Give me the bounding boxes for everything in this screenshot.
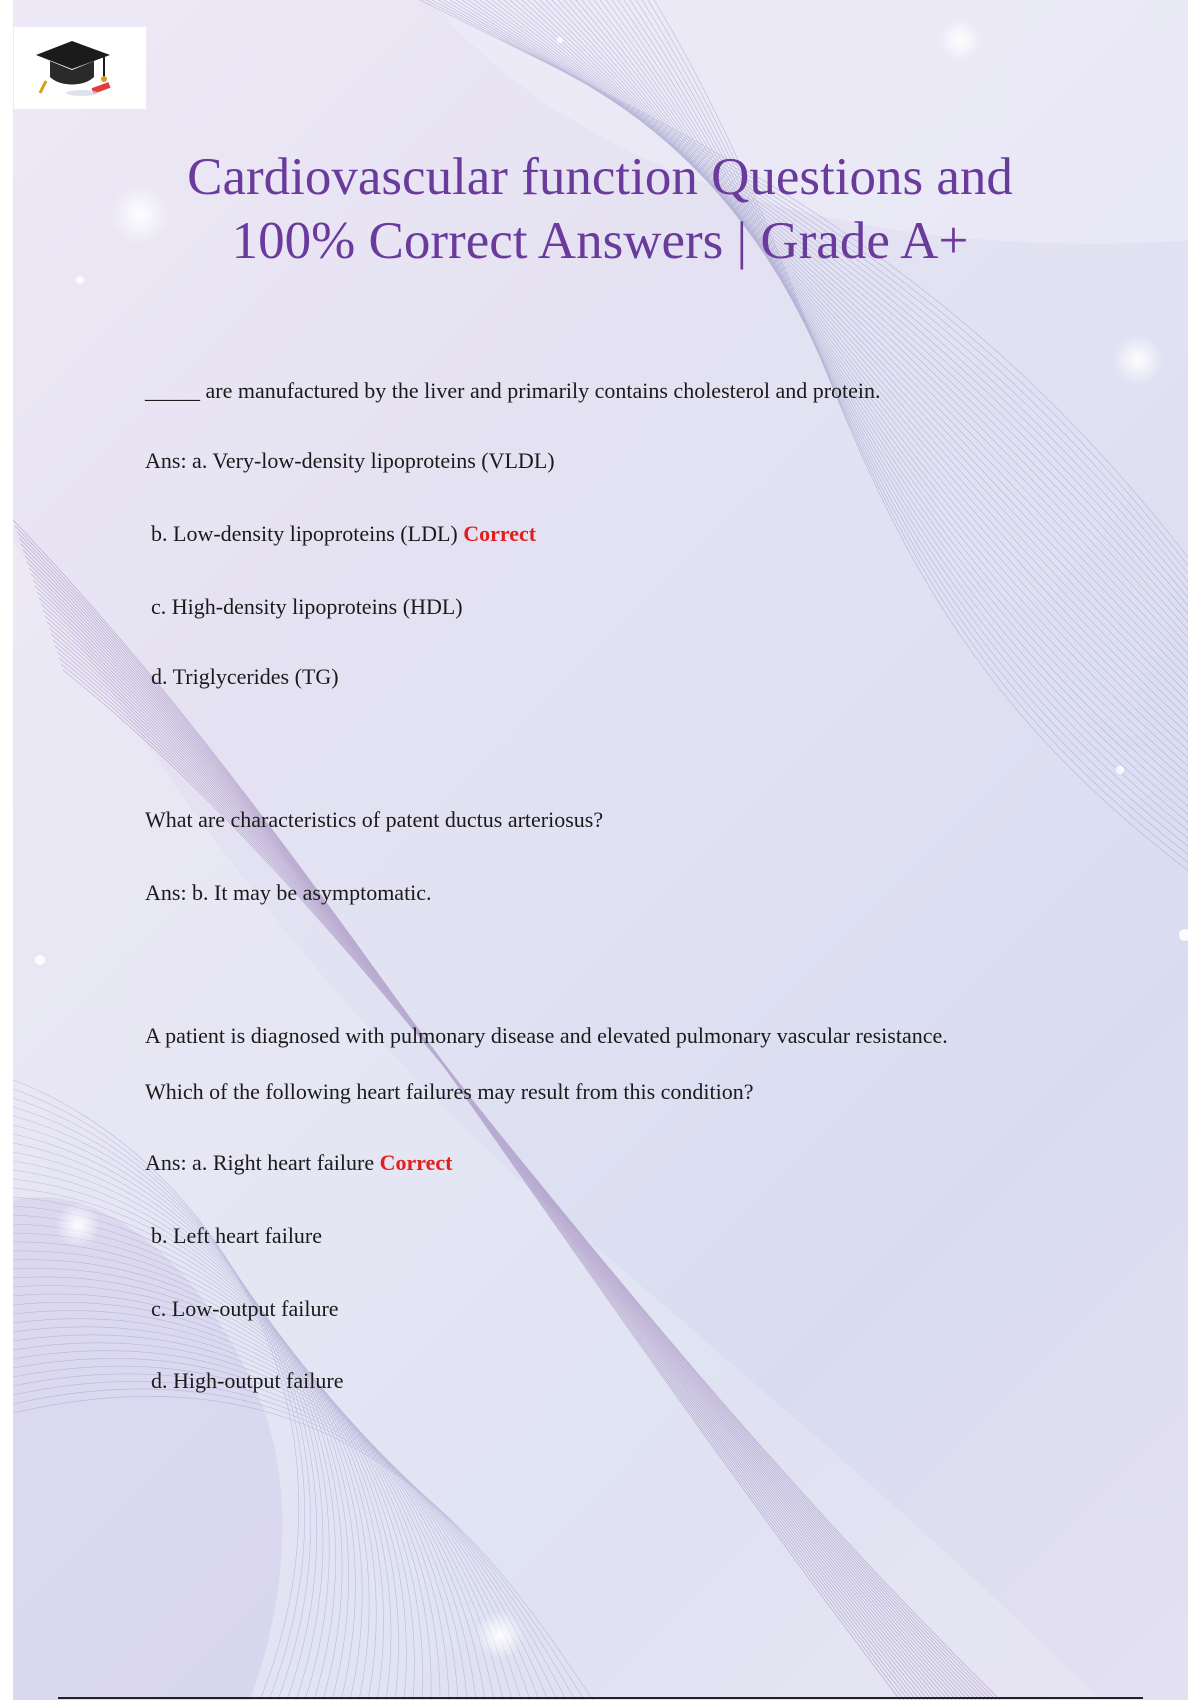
question-3-stem-line-1: A patient is diagnosed with pulmonary disease and elevated pulmonary vascular resistance. (145, 1023, 948, 1048)
correct-mark: Correct (463, 521, 537, 546)
correct-mark: Correct (379, 1150, 453, 1175)
document-title (130, 145, 1070, 273)
answer-text: Ans: a. Right heart failure (145, 1150, 375, 1175)
question-2-stem: What are characteristics of patent ductus arteriosus? (145, 807, 604, 832)
left-page-margin (0, 0, 13, 1700)
question-3-stem-line-2: Which of the following heart failures may result from this condition? (145, 1079, 754, 1104)
question-1-option-b (151, 520, 536, 548)
logo (14, 27, 146, 109)
question-1-answer: Ans: a. Very-low-density lipoproteins (VLDL) (145, 448, 555, 473)
question-3-option-d: d. High-output failure (151, 1368, 344, 1393)
question-1-stem: _____ are manufactured by the liver and primarily contains cholesterol and protein. (145, 378, 881, 403)
right-page-margin (1188, 0, 1200, 1700)
question-2-answer: Ans: b. It may be asymptomatic. (145, 880, 432, 905)
option-text: b. Low-density lipoproteins (LDL) (151, 521, 458, 546)
question-1-option-c: c. High-density lipoproteins (HDL) (151, 594, 463, 619)
title-line-2: 100% Correct Answers | Grade A+ (231, 212, 969, 270)
question-3-answer (145, 1149, 452, 1177)
graduation-cap-icon (32, 37, 118, 99)
question-3-option-c: c. Low-output failure (151, 1296, 339, 1321)
footer-divider (58, 1697, 1143, 1699)
title-line-1: Cardiovascular function Questions and (187, 148, 1013, 206)
question-3-option-b: b. Left heart failure (151, 1223, 323, 1248)
question-1-option-d: d. Triglycerides (TG) (151, 664, 339, 689)
